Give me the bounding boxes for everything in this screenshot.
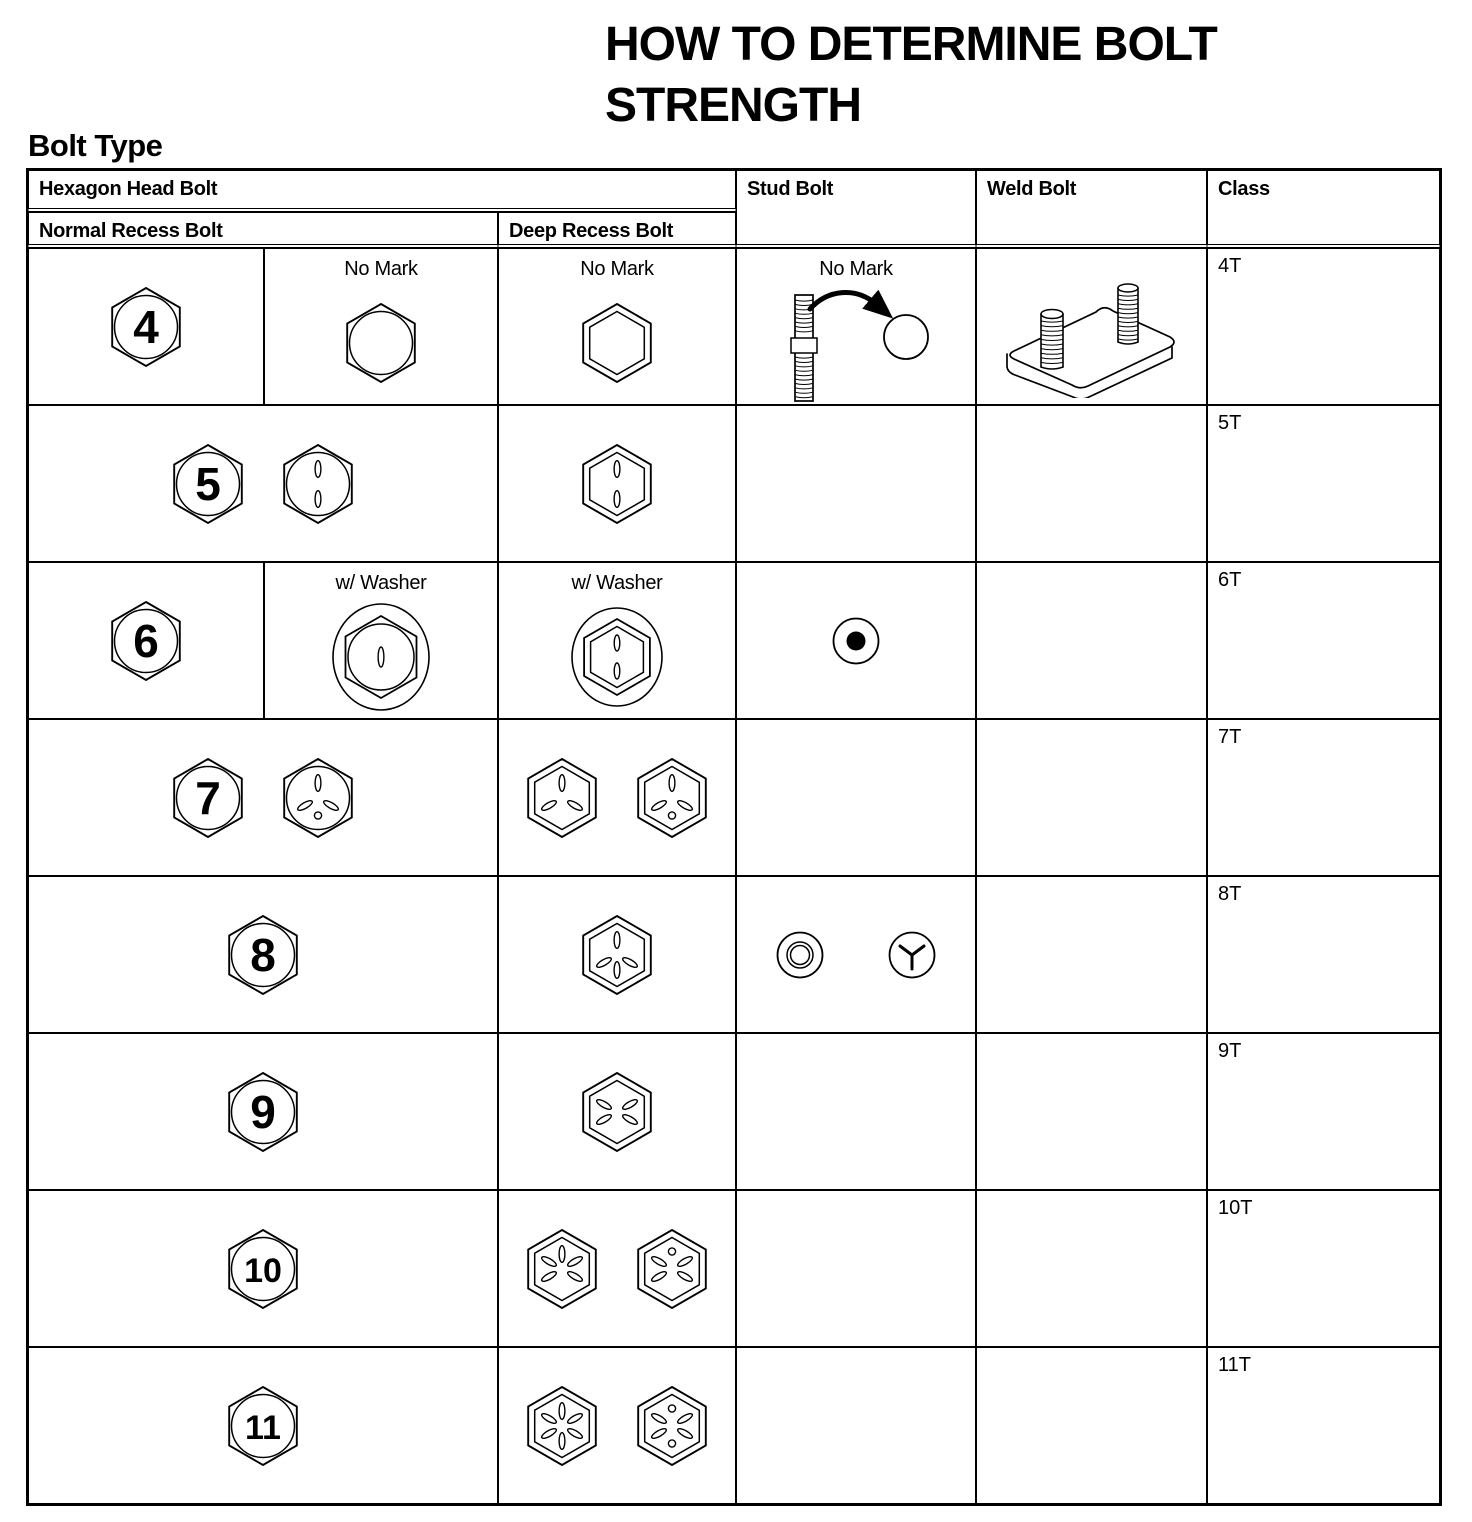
cell-10T-normal [28, 1190, 498, 1347]
header-label: Weld Bolt [987, 178, 1077, 200]
cell-label: No Mark [344, 258, 418, 280]
cell-8T-stud [736, 876, 976, 1033]
deep-hex-slits-4 [582, 915, 652, 995]
svg-text:5: 5 [195, 457, 221, 510]
weld-bolt-view [994, 270, 1189, 398]
deep-hex-slits-3 [527, 758, 597, 838]
cell-11T-stud [736, 1347, 976, 1504]
cell-9T-stud [736, 1033, 976, 1190]
stud-end-dot-mark [831, 616, 881, 666]
hex-bolt-slits-3-dot [283, 758, 353, 838]
cell-6T-normal-right [264, 562, 498, 719]
class-cell-10T: 10T [1207, 1190, 1440, 1347]
header-label: Normal Recess Bolt [39, 220, 223, 242]
hex-bolt-mark-4 [111, 287, 181, 367]
header-weld-bolt [976, 170, 1207, 248]
stud-bolt-side-view [770, 285, 942, 405]
cell-label: No Mark [819, 258, 893, 280]
cell-6T-normal-left [28, 562, 264, 719]
header-normal-recess-bolt [28, 212, 498, 248]
class-cell-8T: 8T [1207, 876, 1440, 1033]
cell-7T-weld [976, 719, 1207, 876]
class-cell-6T: 6T [1207, 562, 1440, 719]
header-label: Stud Bolt [747, 178, 834, 200]
section-label-bolt-type: Bolt Type [28, 128, 163, 163]
svg-text:4: 4 [133, 300, 159, 353]
hex-bolt-mark-10 [228, 1229, 298, 1309]
bolt-strength-table [26, 168, 1442, 1506]
hex-bolt-mark-11 [228, 1386, 298, 1466]
cell-5T-stud [736, 405, 976, 562]
deep-hex-dots-2-slits-4 [637, 1386, 707, 1466]
cell-10T-weld [976, 1190, 1207, 1347]
hex-bolt-mark-7 [173, 758, 243, 838]
cell-7T-stud [736, 719, 976, 876]
svg-text:11: 11 [245, 1408, 281, 1447]
cell-9T-deep [498, 1033, 736, 1190]
svg-text:9: 9 [250, 1085, 276, 1138]
header-label: Class [1218, 178, 1270, 200]
stud-end-ring-mark [775, 930, 825, 980]
cell-label: w/ Washer [571, 572, 663, 594]
cell-9T-weld [976, 1033, 1207, 1190]
deep-hex-slits-2 [582, 444, 652, 524]
cell-4T-stud [736, 248, 976, 405]
hex-bolt-no-mark [346, 303, 416, 383]
cell-8T-weld [976, 876, 1207, 1033]
cell-5T-deep [498, 405, 736, 562]
svg-text:8: 8 [250, 928, 276, 981]
header-label: Hexagon Head Bolt [39, 178, 218, 200]
hex-bolt-slits-2 [283, 444, 353, 524]
cell-5T-normal [28, 405, 498, 562]
cell-11T-deep [498, 1347, 736, 1504]
cell-4T-weld [976, 248, 1207, 405]
svg-text:6: 6 [133, 614, 159, 667]
cell-9T-normal [28, 1033, 498, 1190]
page-title [605, 14, 1217, 136]
cell-6T-weld [976, 562, 1207, 719]
deep-hex-slits-5 [527, 1229, 597, 1309]
deep-hex-slits-6 [527, 1386, 597, 1466]
cell-4T-deep [498, 248, 736, 405]
header-class [1207, 170, 1440, 248]
cell-4T-normal-right [264, 248, 498, 405]
cell-10T-deep [498, 1190, 736, 1347]
header-stud-bolt [736, 170, 976, 248]
cell-7T-normal [28, 719, 498, 876]
deep-hex-no-mark [582, 303, 652, 383]
stud-end-y-mark [887, 930, 937, 980]
washer-hex-slit-1 [330, 601, 432, 713]
hex-bolt-mark-8 [228, 915, 298, 995]
cell-7T-deep [498, 719, 736, 876]
header-deep-recess-bolt [498, 212, 736, 248]
page-title-line1: HOW TO DETERMINE BOLT [605, 18, 1217, 71]
class-cell-4T: 4T [1207, 248, 1440, 405]
cell-6T-stud [736, 562, 976, 719]
class-cell-11T: 11T [1207, 1347, 1440, 1504]
class-cell-5T: 5T [1207, 405, 1440, 562]
header-hexagon-head-bolt [28, 170, 736, 212]
deep-hex-slits-3-dot [637, 758, 707, 838]
cell-label: No Mark [580, 258, 654, 280]
deep-hex-dot-slits-4 [637, 1229, 707, 1309]
class-cell-9T: 9T [1207, 1033, 1440, 1190]
washer-deep-hex-slits-2 [569, 604, 665, 710]
deep-hex-slits-x4 [582, 1072, 652, 1152]
cell-10T-stud [736, 1190, 976, 1347]
hex-bolt-mark-9 [228, 1072, 298, 1152]
hex-bolt-mark-6 [111, 601, 181, 681]
cell-8T-normal [28, 876, 498, 1033]
header-label: Deep Recess Bolt [509, 220, 674, 242]
class-cell-7T: 7T [1207, 719, 1440, 876]
cell-11T-normal [28, 1347, 498, 1504]
cell-11T-weld [976, 1347, 1207, 1504]
cell-8T-deep [498, 876, 736, 1033]
page-title-line2: STRENGTH [605, 79, 861, 132]
hex-bolt-mark-5 [173, 444, 243, 524]
cell-4T-normal-left [28, 248, 264, 405]
cell-5T-weld [976, 405, 1207, 562]
cell-label: w/ Washer [335, 572, 427, 594]
cell-6T-deep [498, 562, 736, 719]
svg-text:10: 10 [244, 1251, 282, 1290]
svg-text:7: 7 [195, 771, 221, 824]
